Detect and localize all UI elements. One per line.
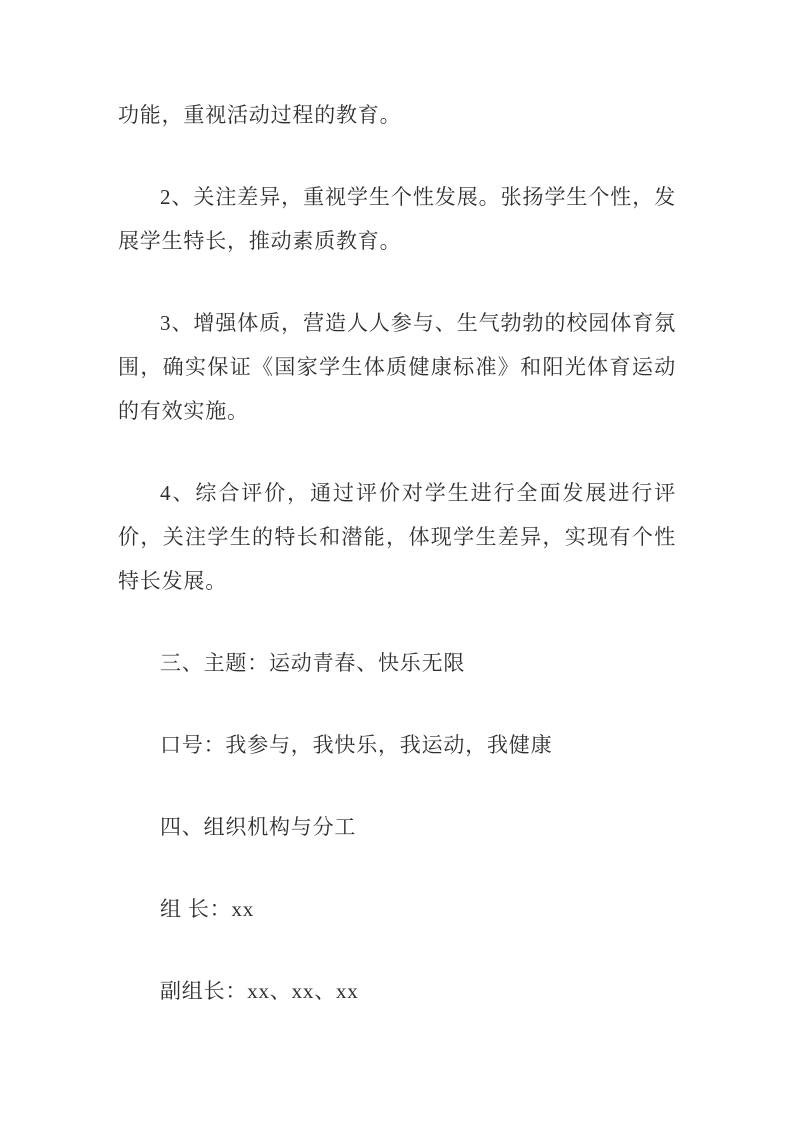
paragraph: 2、关注差异，重视学生个性发展。张扬学生个性，发展学生特长，推动素质教育。 (118, 185, 676, 253)
paragraph: 组 长：xx (160, 897, 255, 921)
paragraph: 三、主题：运动青春、快乐无限 (160, 651, 466, 675)
paragraph: 四、组织机构与分工 (160, 815, 357, 839)
paragraph: 口号：我参与，我快乐，我运动，我健康 (160, 733, 553, 757)
paragraph: 3、增强体质，营造人人参与、生气勃勃的校园体育氛围，确实保证《国家学生体质健康标准》和阳光体育运动的有效实施。 (118, 311, 676, 423)
paragraph: 副组长：xx、xx、xx (160, 979, 359, 1003)
paragraph: 功能，重视活动过程的教育。 (118, 103, 402, 127)
paragraph: 4、综合评价，通过评价对学生进行全面发展进行评价，关注学生的特长和潜能，体现学生差异，实现有个性特长发展。 (118, 481, 676, 593)
document-body (118, 93, 676, 1013)
